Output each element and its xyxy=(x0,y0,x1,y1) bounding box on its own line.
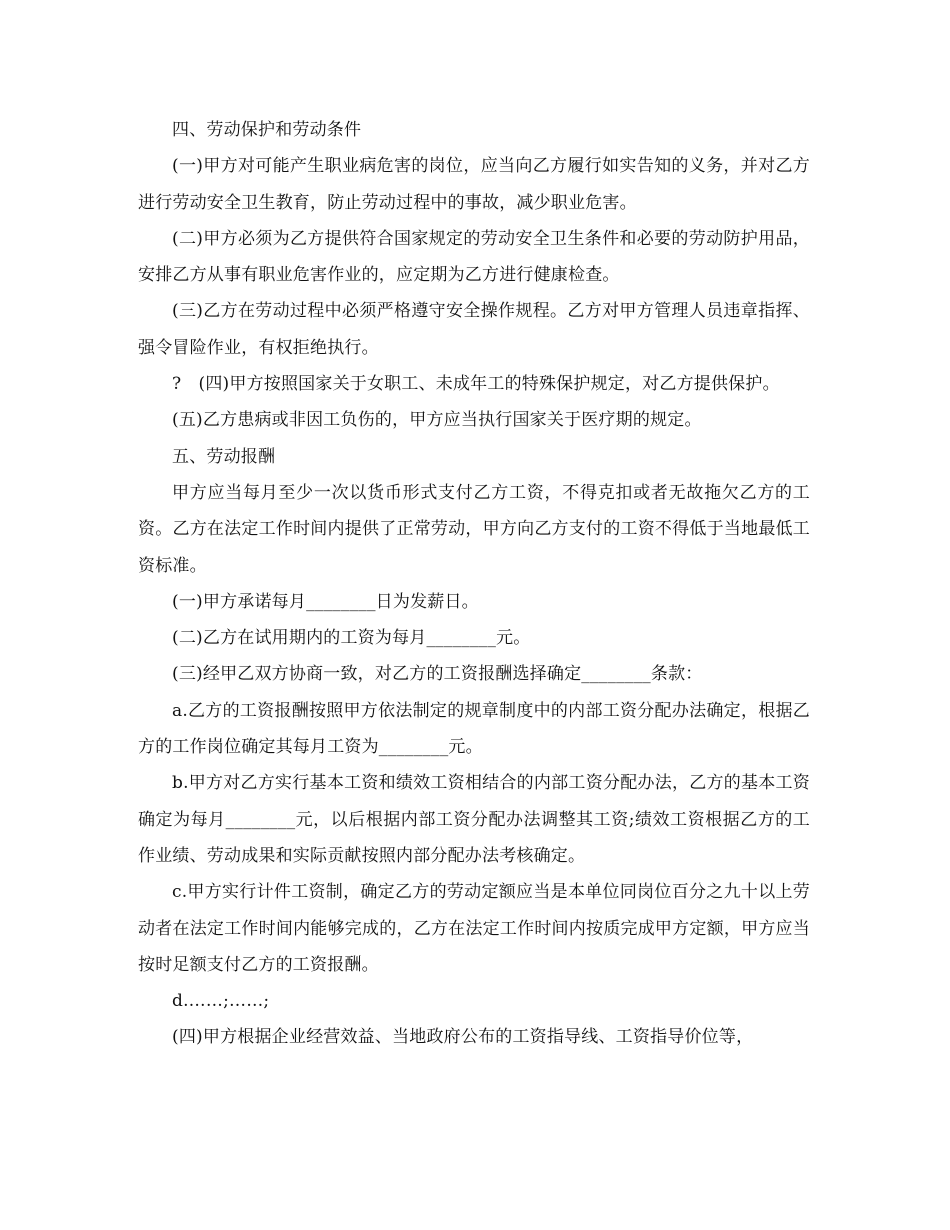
paragraph: ? (四)甲方按照国家关于女职工、未成年工的特殊保护规定，对乙方提供保护。 xyxy=(172,374,780,395)
paragraph: (二)甲方必须为乙方提供符合国家规定的劳动安全卫生条件和必要的劳动防护用品，安排乙方从事有职业危害作业的，应定期为乙方进行健康检查。 xyxy=(138,228,810,286)
paragraph: c.甲方实行计件工资制，确定乙方的劳动定额应当是本单位同岗位百分之九十以上劳动者在法定工作时间内能够完成的，乙方在法定工作时间内按质完成甲方定额，甲方应当按时足额支付乙方的工资报酬。 xyxy=(138,882,810,975)
paragraph: (一)甲方承诺每月________日为发薪日。 xyxy=(172,591,479,612)
paragraph: (二)乙方在试用期内的工资为每月________元。 xyxy=(172,628,531,649)
paragraph: (三)经甲乙双方协商一致，对乙方的工资报酬选择确定________条款： xyxy=(172,664,703,685)
paragraph: d.……;……; xyxy=(172,991,270,1012)
paragraph: b.甲方对乙方实行基本工资和绩效工资相结合的内部工资分配办法，乙方的基本工资确定为每月________元，以后根据内部工资分配办法调整其工资;绩效工资根据乙方的工作业绩、劳动成果和实际贡献按照内部分配办法考核确定。 xyxy=(138,773,810,866)
paragraph: (一)甲方对可能产生职业病危害的岗位，应当向乙方履行如实告知的义务，并对乙方进行劳动安全卫生教育，防止劳动过程中的事故，减少职业危害。 xyxy=(138,156,810,213)
paragraph: (五)乙方患病或非因工负伤的，甲方应当执行国家关于医疗期的规定。 xyxy=(172,410,702,431)
section-heading-remuneration: 五、劳动报酬 xyxy=(172,446,276,467)
paragraph: (四)甲方根据企业经营效益、当地政府公布的工资指导线、工资指导价位等， xyxy=(172,1027,754,1048)
paragraph: 甲方应当每月至少一次以货币形式支付乙方工资，不得克扣或者无故拖欠乙方的工资。乙方在法定工作时间内提供了正常劳动，甲方向乙方支付的工资不得低于当地最低工资标准。 xyxy=(138,482,810,576)
paragraph: a.乙方的工资报酬按照甲方依法制定的规章制度中的内部工资分配办法确定，根据乙方的工作岗位确定其每月工资为________元。 xyxy=(138,700,810,758)
section-heading-labor-protection: 四、劳动保护和劳动条件 xyxy=(172,120,362,140)
document-body xyxy=(138,112,810,1056)
paragraph: (三)乙方在劳动过程中必须严格遵守安全操作规程。乙方对甲方管理人员违章指挥、强令冒险作业，有权拒绝执行。 xyxy=(138,301,810,358)
